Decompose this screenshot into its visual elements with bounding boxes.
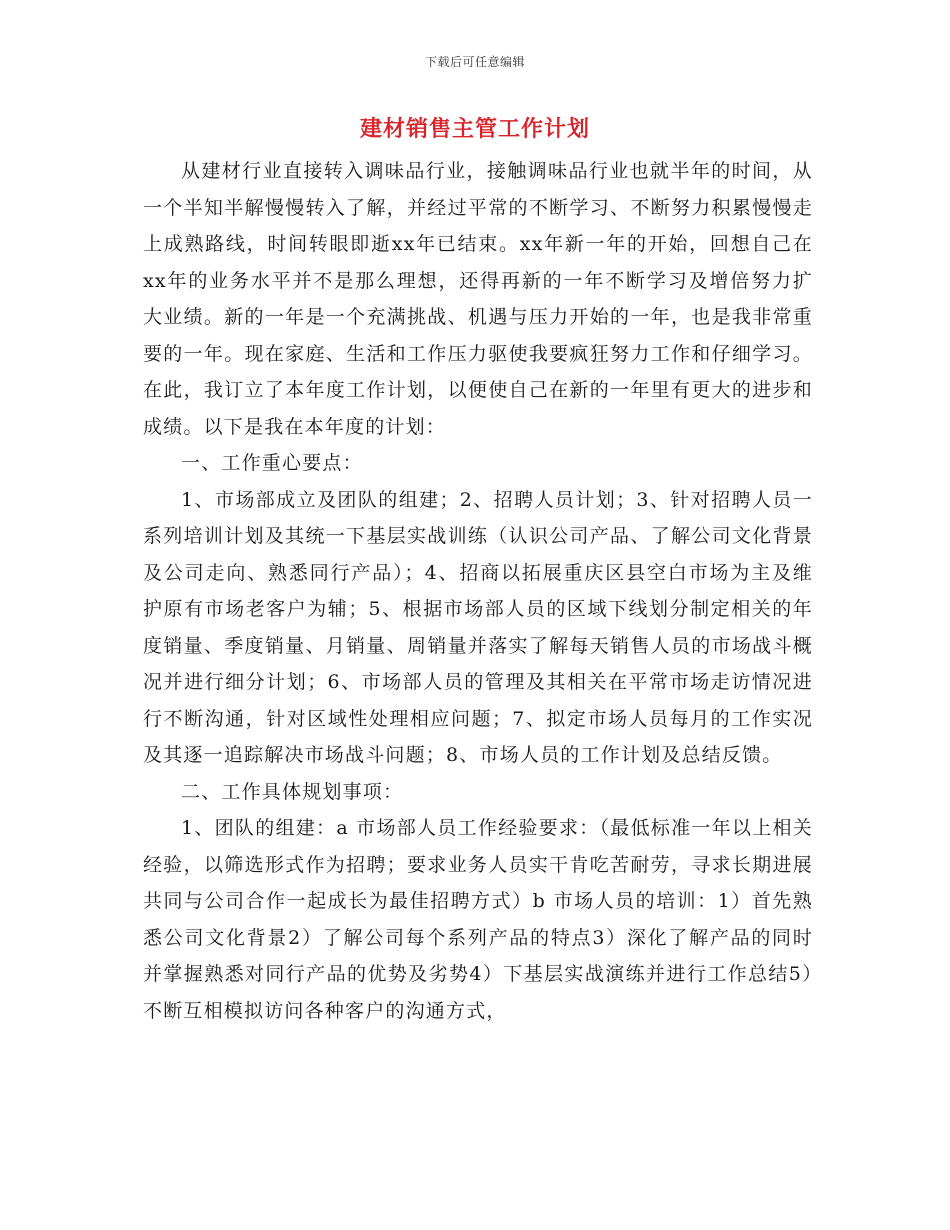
section-heading-1: 一、工作重心要点： (181, 452, 363, 474)
section-heading-2: 二、工作具体规划事项： (181, 780, 404, 803)
paragraph-intro: 从建材行业直接转入调味品行业，接触调味品行业也就半年的时间，从一个半知半解慢慢转入了解，并经过平常的不断学习、不断努力积累慢慢走上成熟路线，时间转眼即逝xx年已结束。xx年新一年的开始，回想自己在xx年的业务水平并不是那么理想，还得再新的一年不断学习及增倍努力扩大业绩。新的一年是一个充满挑战、机遇与压力开始的一年，也是我非常重要的一年。现在家庭、生活和工作压力驱使我要疯狂努力工作和仔细学习。在此，我订立了本年度工作计划，以便使自己在新的一年里有更大的进步和成绩。以下是我在本年度的计划： (143, 160, 813, 438)
header-note: 下载后可任意编辑 (424, 55, 525, 69)
paragraph-team-building: 1、团队的组建：a 市场部人员工作经验要求：（最低标准一年以上相关经验，以筛选形式作为招聘；要求业务人员实干肯吃苦耐劳，寻求长期进展共同与公司合作一起成长为最佳招聘方式）b 市场人员的培训：1）首先熟悉公司文化背景2）了解公司每个系列产品的特点3）深化了解产品的同时并掌握熟悉对同行产品的优势及劣势4）下基层实战演练并进行工作总结5）不断互相模拟访问各种客户的沟通方式， (143, 817, 813, 1022)
paragraph-key-points: 1、市场部成立及团队的组建；2、招聘人员计划；3、针对招聘人员一系列培训计划及其统一下基层实战训练（认识公司产品、了解公司文化背景及公司走向、熟悉同行产品）；4、招商以拓展重庆区县空白市场为主及维护原有市场老客户为辅；5、根据市场部人员的区域下线划分制定相关的年度销量、季度销量、月销量、周销量并落实了解每天销售人员的市场战斗概况并进行细分计划；6、市场部人员的管理及其相关在平常市场走访情况进行不断沟通，针对区域性处理相应问题；7、拟定市场人员每月的工作实况及其逐一追踪解决市场战斗问题；8、市场人员的工作计划及总结反馈。 (143, 488, 813, 766)
document-body (143, 153, 813, 1029)
document-title: 建材销售主管工作计划 (359, 117, 590, 142)
